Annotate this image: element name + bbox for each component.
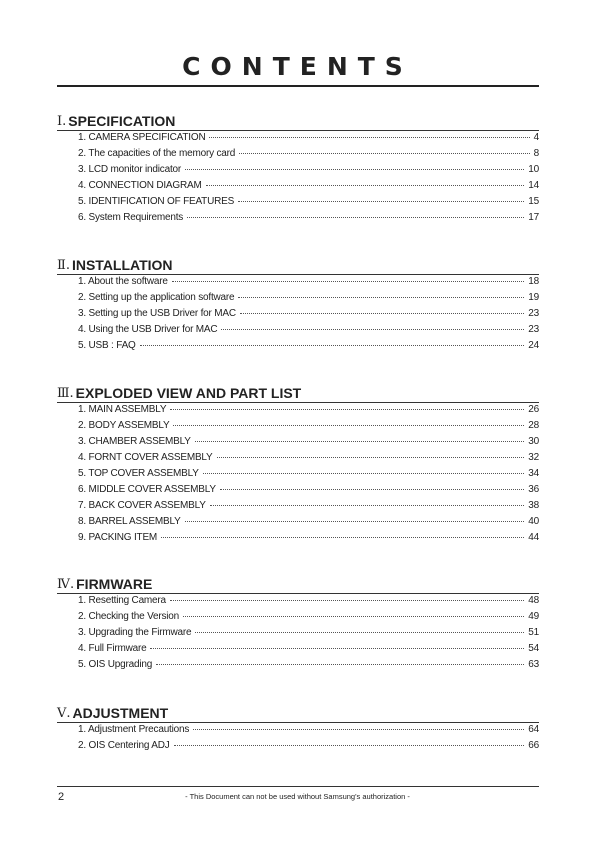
entry-page-number: 4: [533, 132, 539, 143]
dot-leader: [217, 457, 525, 458]
dot-leader: [195, 441, 525, 442]
entry-page-number: 10: [528, 164, 539, 175]
dot-leader: [173, 425, 524, 426]
toc-entry: [78, 308, 539, 324]
dot-leader: [203, 473, 525, 474]
toc-entry: [78, 740, 539, 756]
entry-label: 4. FORNT COVER ASSEMBLY: [78, 452, 213, 463]
entry-label: 6. MIDDLE COVER ASSEMBLY: [78, 484, 216, 495]
section-title: EXPLODED VIEW AND PART LIST: [75, 385, 302, 401]
dot-leader: [209, 137, 529, 138]
entry-label: 7. BACK COVER ASSEMBLY: [78, 500, 206, 511]
entry-label: 2. OIS Centering ADJ: [78, 740, 170, 751]
toc-entry: [78, 500, 539, 516]
section-title: FIRMWARE: [76, 576, 153, 592]
toc-entry: [78, 340, 539, 356]
dot-leader: [187, 217, 524, 218]
entry-page-number: 8: [533, 148, 539, 159]
entry-label: 5. TOP COVER ASSEMBLY: [78, 468, 199, 479]
toc-section: [57, 576, 539, 675]
entry-page-number: 24: [528, 340, 539, 351]
dot-leader: [156, 664, 524, 665]
entry-page-number: 14: [528, 180, 539, 191]
section-numeral: Ⅱ.: [57, 258, 70, 273]
entry-page-number: 30: [528, 436, 539, 447]
toc-section: [57, 385, 539, 548]
toc-entry: [78, 611, 539, 627]
section-entries: [78, 276, 539, 356]
dot-leader: [238, 201, 524, 202]
dot-leader: [170, 409, 524, 410]
toc-entry: [78, 532, 539, 548]
entry-page-number: 15: [528, 196, 539, 207]
entry-label: 5. USB : FAQ: [78, 340, 136, 351]
toc-entry: [78, 420, 539, 436]
entry-label: 9. PACKING ITEM: [78, 532, 158, 543]
entry-label: 4. Full Firmware: [78, 643, 147, 654]
toc-entry: [78, 324, 539, 340]
entry-page-number: 34: [528, 468, 539, 479]
entry-label: 1. About the software: [78, 276, 168, 287]
entry-page-number: 18: [528, 276, 539, 287]
entry-label: 2. The capacities of the memory card: [78, 148, 236, 159]
toc-entry: [78, 643, 539, 659]
entry-label: 4. Using the USB Driver for MAC: [78, 324, 218, 335]
toc-entry: [78, 452, 539, 468]
dot-leader: [174, 745, 525, 746]
page-title: CONTENTS: [182, 52, 413, 81]
section-entries: [78, 404, 539, 548]
section-heading: [57, 113, 539, 131]
toc-entry: [78, 276, 539, 292]
toc-section: [57, 113, 539, 228]
section-heading: [57, 576, 539, 594]
toc-entry: [78, 659, 539, 675]
dot-leader: [161, 537, 524, 538]
entry-page-number: 54: [528, 643, 539, 654]
entry-page-number: 66: [528, 740, 539, 751]
section-heading: [57, 385, 539, 403]
section-numeral: Ⅰ.: [57, 114, 67, 129]
toc-section: [57, 257, 539, 356]
section-entries: [78, 724, 539, 756]
entry-page-number: 32: [528, 452, 539, 463]
dot-leader: [150, 648, 524, 649]
dot-leader: [221, 329, 524, 330]
entry-page-number: 38: [528, 500, 539, 511]
entry-label: 8. BARREL ASSEMBLY: [78, 516, 181, 527]
section-numeral: Ⅴ.: [57, 706, 71, 721]
entry-label: 4. CONNECTION DIAGRAM: [78, 180, 202, 191]
dot-leader: [183, 616, 524, 617]
toc-entry: [78, 164, 539, 180]
entry-page-number: 19: [528, 292, 539, 303]
section-heading: [57, 705, 539, 723]
entry-page-number: 51: [528, 627, 539, 638]
toc-entry: [78, 180, 539, 196]
dot-leader: [193, 729, 524, 730]
toc-entry: [78, 468, 539, 484]
toc-entry: [78, 627, 539, 643]
dot-leader: [210, 505, 525, 506]
entry-label: 5. OIS Upgrading: [78, 659, 153, 670]
entry-label: 5. IDENTIFICATION OF FEATURES: [78, 196, 235, 207]
entry-page-number: 26: [528, 404, 539, 415]
entry-label: 1. Resetting Camera: [78, 595, 166, 606]
dot-leader: [239, 153, 529, 154]
dot-leader: [206, 185, 525, 186]
toc-entry: [78, 148, 539, 164]
entry-label: 6. System Requirements: [78, 212, 184, 223]
title-divider: [57, 85, 539, 87]
toc-entry: [78, 595, 539, 611]
entry-label: 2. BODY ASSEMBLY: [78, 420, 170, 431]
toc-entry: [78, 724, 539, 740]
entry-page-number: 49: [528, 611, 539, 622]
dot-leader: [220, 489, 524, 490]
dot-leader: [238, 297, 524, 298]
entry-label: 2. Setting up the application software: [78, 292, 235, 303]
entry-page-number: 48: [528, 595, 539, 606]
entry-label: 2. Checking the Version: [78, 611, 180, 622]
toc-entry: [78, 292, 539, 308]
entry-label: 1. Adjustment Precautions: [78, 724, 190, 735]
section-entries: [78, 132, 539, 228]
dot-leader: [185, 169, 524, 170]
toc-entry: [78, 132, 539, 148]
entry-page-number: 63: [528, 659, 539, 670]
toc-entry: [78, 436, 539, 452]
section-heading: [57, 257, 539, 275]
entry-label: 3. Setting up the USB Driver for MAC: [78, 308, 236, 319]
entry-page-number: 17: [528, 212, 539, 223]
entry-page-number: 23: [528, 308, 539, 319]
dot-leader: [172, 281, 525, 282]
dot-leader: [240, 313, 524, 314]
dot-leader: [170, 600, 524, 601]
entry-label: 1. CAMERA SPECIFICATION: [78, 132, 206, 143]
entry-page-number: 23: [528, 324, 539, 335]
toc-section: [57, 705, 539, 756]
entry-label: 3. LCD monitor indicator: [78, 164, 182, 175]
dot-leader: [185, 521, 525, 522]
entry-page-number: 64: [528, 724, 539, 735]
page-number: 2: [58, 791, 65, 803]
section-title: SPECIFICATION: [68, 113, 176, 129]
toc-entry: [78, 212, 539, 228]
entry-page-number: 40: [528, 516, 539, 527]
toc-entry: [78, 516, 539, 532]
entry-page-number: 28: [528, 420, 539, 431]
entry-page-number: 36: [528, 484, 539, 495]
section-numeral: Ⅳ.: [57, 577, 75, 592]
entry-page-number: 44: [528, 532, 539, 543]
toc-entry: [78, 404, 539, 420]
toc-entry: [78, 484, 539, 500]
entry-label: 3. CHAMBER ASSEMBLY: [78, 436, 191, 447]
entry-label: 3. Upgrading the Firmware: [78, 627, 192, 638]
dot-leader: [195, 632, 524, 633]
section-title: INSTALLATION: [71, 257, 173, 273]
entry-label: 1. MAIN ASSEMBLY: [78, 404, 167, 415]
footer-notice: - This Document can not be used without Samsung's authorization -: [185, 792, 410, 801]
section-entries: [78, 595, 539, 675]
footer-divider: [57, 786, 539, 787]
section-numeral: Ⅲ.: [57, 386, 74, 401]
section-title: ADJUSTMENT: [72, 705, 169, 721]
toc-entry: [78, 196, 539, 212]
dot-leader: [140, 345, 525, 346]
